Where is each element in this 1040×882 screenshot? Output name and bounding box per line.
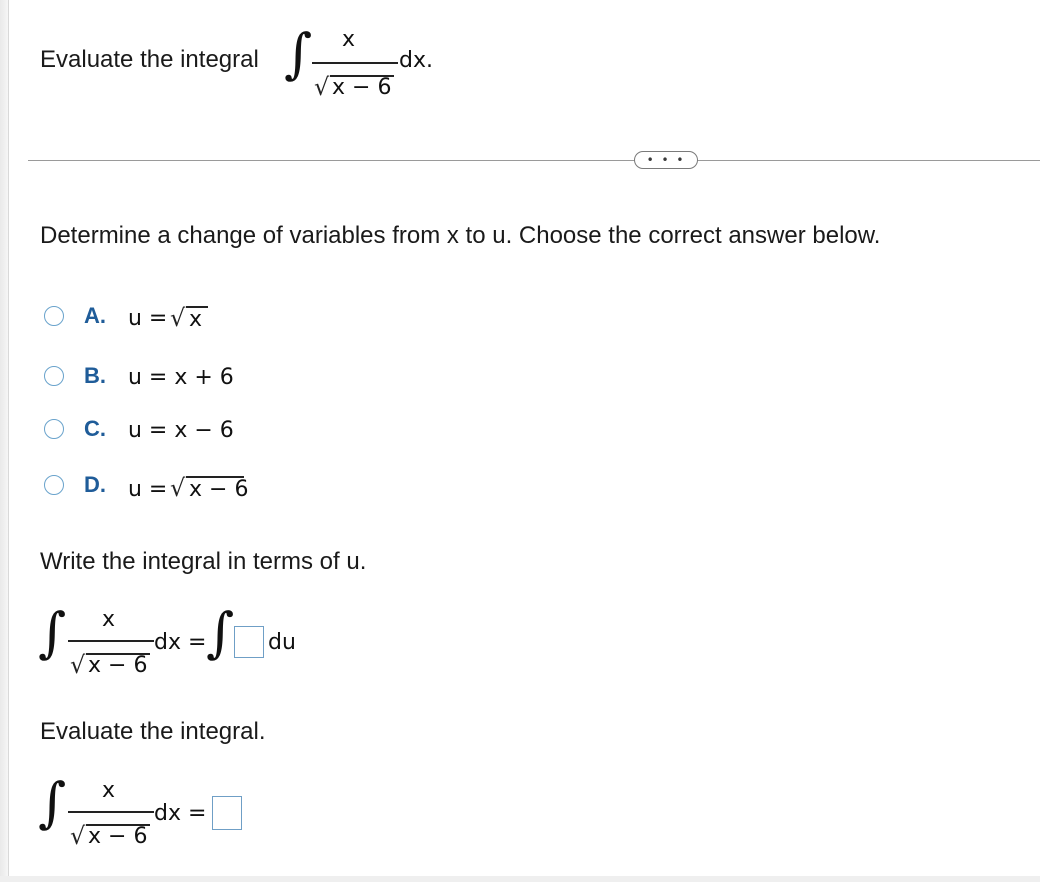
result-answer-box[interactable] [212, 796, 242, 830]
part2-numerator: x [102, 607, 116, 632]
sqrt-sign: √ [170, 474, 186, 502]
question-numerator: x [342, 27, 356, 52]
part2-instruction: Write the integral in terms of u. [40, 548, 367, 575]
question-prompt: Evaluate the integral [40, 46, 259, 73]
integral-sign: ∫ [38, 601, 67, 664]
part3-radicand: x − 6 [88, 824, 148, 849]
bottom-frame-edge [0, 876, 1040, 882]
question-radicand: x − 6 [332, 75, 392, 100]
part2-rhs-differential: du [268, 630, 296, 655]
sqrt-sign: √ [314, 73, 330, 101]
integrand-answer-box[interactable] [234, 626, 264, 658]
part3-fraction-bar [68, 811, 154, 813]
part2-lhs-differential: dx = [154, 630, 207, 655]
part3-numerator: x [102, 778, 116, 803]
option-d-letter: D. [84, 472, 106, 497]
part1-instruction: Determine a change of variables from x to u. Choose the correct answer below. [40, 222, 881, 249]
part2-radicand: x − 6 [88, 653, 148, 678]
left-frame-line [8, 0, 9, 882]
option-b-letter: B. [84, 363, 106, 388]
option-c-expression: u = x − 6 [128, 418, 234, 443]
sqrt-sign: √ [70, 651, 86, 679]
option-d-radio[interactable] [44, 475, 64, 495]
sqrt-sign: √ [70, 822, 86, 850]
option-c-radio[interactable] [44, 419, 64, 439]
option-b-expression: u = x + 6 [128, 365, 234, 390]
part3-instruction: Evaluate the integral. [40, 718, 266, 745]
section-divider [28, 160, 1040, 161]
option-a-lhs: u = [128, 306, 168, 331]
more-button[interactable] [634, 151, 698, 169]
more-button-label: • • • [646, 153, 686, 167]
sqrt-sign: √ [170, 304, 186, 332]
left-frame-edge [0, 0, 8, 882]
option-c-letter: C. [84, 416, 106, 441]
integral-sign: ∫ [206, 601, 235, 664]
option-a-radio[interactable] [44, 306, 64, 326]
part2-fraction-bar [68, 640, 154, 642]
question-fraction-bar [312, 62, 398, 64]
integral-sign: ∫ [38, 771, 67, 834]
option-d-radicand: x − 6 [189, 477, 249, 502]
option-b-radio[interactable] [44, 366, 64, 386]
option-a-radicand: x [189, 307, 203, 332]
part3-lhs-differential: dx = [154, 801, 207, 826]
question-differential: dx. [399, 48, 433, 73]
integral-sign: ∫ [284, 22, 313, 85]
option-d-lhs: u = [128, 477, 168, 502]
option-a-letter: A. [84, 303, 106, 328]
